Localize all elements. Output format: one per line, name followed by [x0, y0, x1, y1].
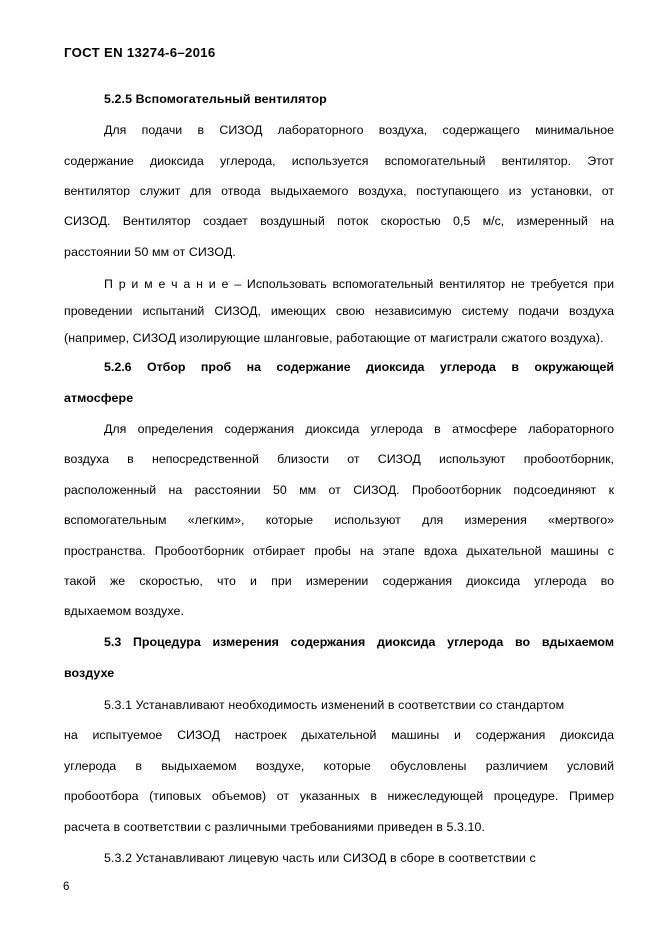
section-heading-5-3: 5.3 Процедура измерения содержания диоксида углерода во вдыхаемом	[104, 635, 614, 649]
paragraph-line: вентилятор служит для отвода выдыхаемого воздуха, поступающего из установки, от	[64, 184, 614, 198]
paragraph-line-last: вдыхаемом воздухе.	[64, 604, 185, 618]
paragraph-line: углерода в выдыхаемом воздухе, которые обусловлены различием условий	[64, 759, 614, 773]
paragraph-line-last: расчета в соответствии с различными требованиями приведен в 5.3.10.	[64, 820, 486, 834]
paragraph-line: 5.3.2 Устанавливают лицевую часть или СИЗОД в сборе в соответствии с	[104, 851, 536, 865]
section-heading-5-2-5: 5.2.5 Вспомогательный вентилятор	[104, 92, 327, 106]
paragraph-line: пространства. Пробоотборник отбирает пробы на этапе вдоха дыхательной машины с	[64, 544, 614, 558]
section-heading-5-2-6: 5.2.6 Отбор проб на содержание диоксида углерода в окружающей	[104, 360, 614, 374]
paragraph-line: 5.3.1 Устанавливают необходимость изменений в соответствии со стандартом	[104, 698, 565, 712]
section-heading-5-2-6-cont: атмосфере	[64, 391, 134, 405]
paragraph-line-last: расстоянии 50 мм от СИЗОД.	[64, 245, 236, 259]
paragraph-line: воздуха в непосредственной близости от СИЗОД используют пробоотборник,	[64, 452, 614, 466]
paragraph-line: на испытуемое СИЗОД настроек дыхательной машины и содержания диоксида	[64, 728, 614, 742]
paragraph-line: вспомогательным «легким», которые используют для измерения «мертвого»	[64, 513, 614, 527]
paragraph-line: содержание диоксида углерода, используется вспомогательный вентилятор. Этот	[64, 154, 614, 168]
paragraph-line: пробоотбора (типовых объемов) от указанных в нижеследующей процедуре. Пример	[64, 789, 614, 803]
paragraph-line: СИЗОД. Вентилятор создает воздушный поток скоростью 0,5 м/с, измеренный на	[64, 214, 614, 228]
paragraph-line: Для подачи в СИЗОД лабораторного воздуха, содержащего минимальное	[104, 123, 614, 137]
page-number: 6	[63, 881, 70, 893]
paragraph-line: расположенный на расстоянии 50 мм от СИЗОД. Пробоотборник подсоединяют к	[64, 483, 614, 497]
paragraph-line: такой же скоростью, что и при измерении содержания диоксида углерода во	[64, 574, 614, 588]
note-line: П р и м е ч а н и е – Использовать вспомогательный вентилятор не требуется при	[104, 277, 614, 291]
section-heading-5-3-cont: воздухе	[64, 666, 115, 680]
note-line: проведении испытаний СИЗОД, имеющих свою независимую систему подачи воздуха	[64, 304, 614, 318]
paragraph-line: Для определения содержания диоксида углерода в атмосфере лабораторного	[104, 422, 614, 436]
document-code-header: ГОСТ EN 13274-6–2016	[64, 45, 216, 60]
note-line-last: (например, СИЗОД изолирующие шланговые, работающие от магистрали сжатого воздуха).	[64, 331, 604, 345]
